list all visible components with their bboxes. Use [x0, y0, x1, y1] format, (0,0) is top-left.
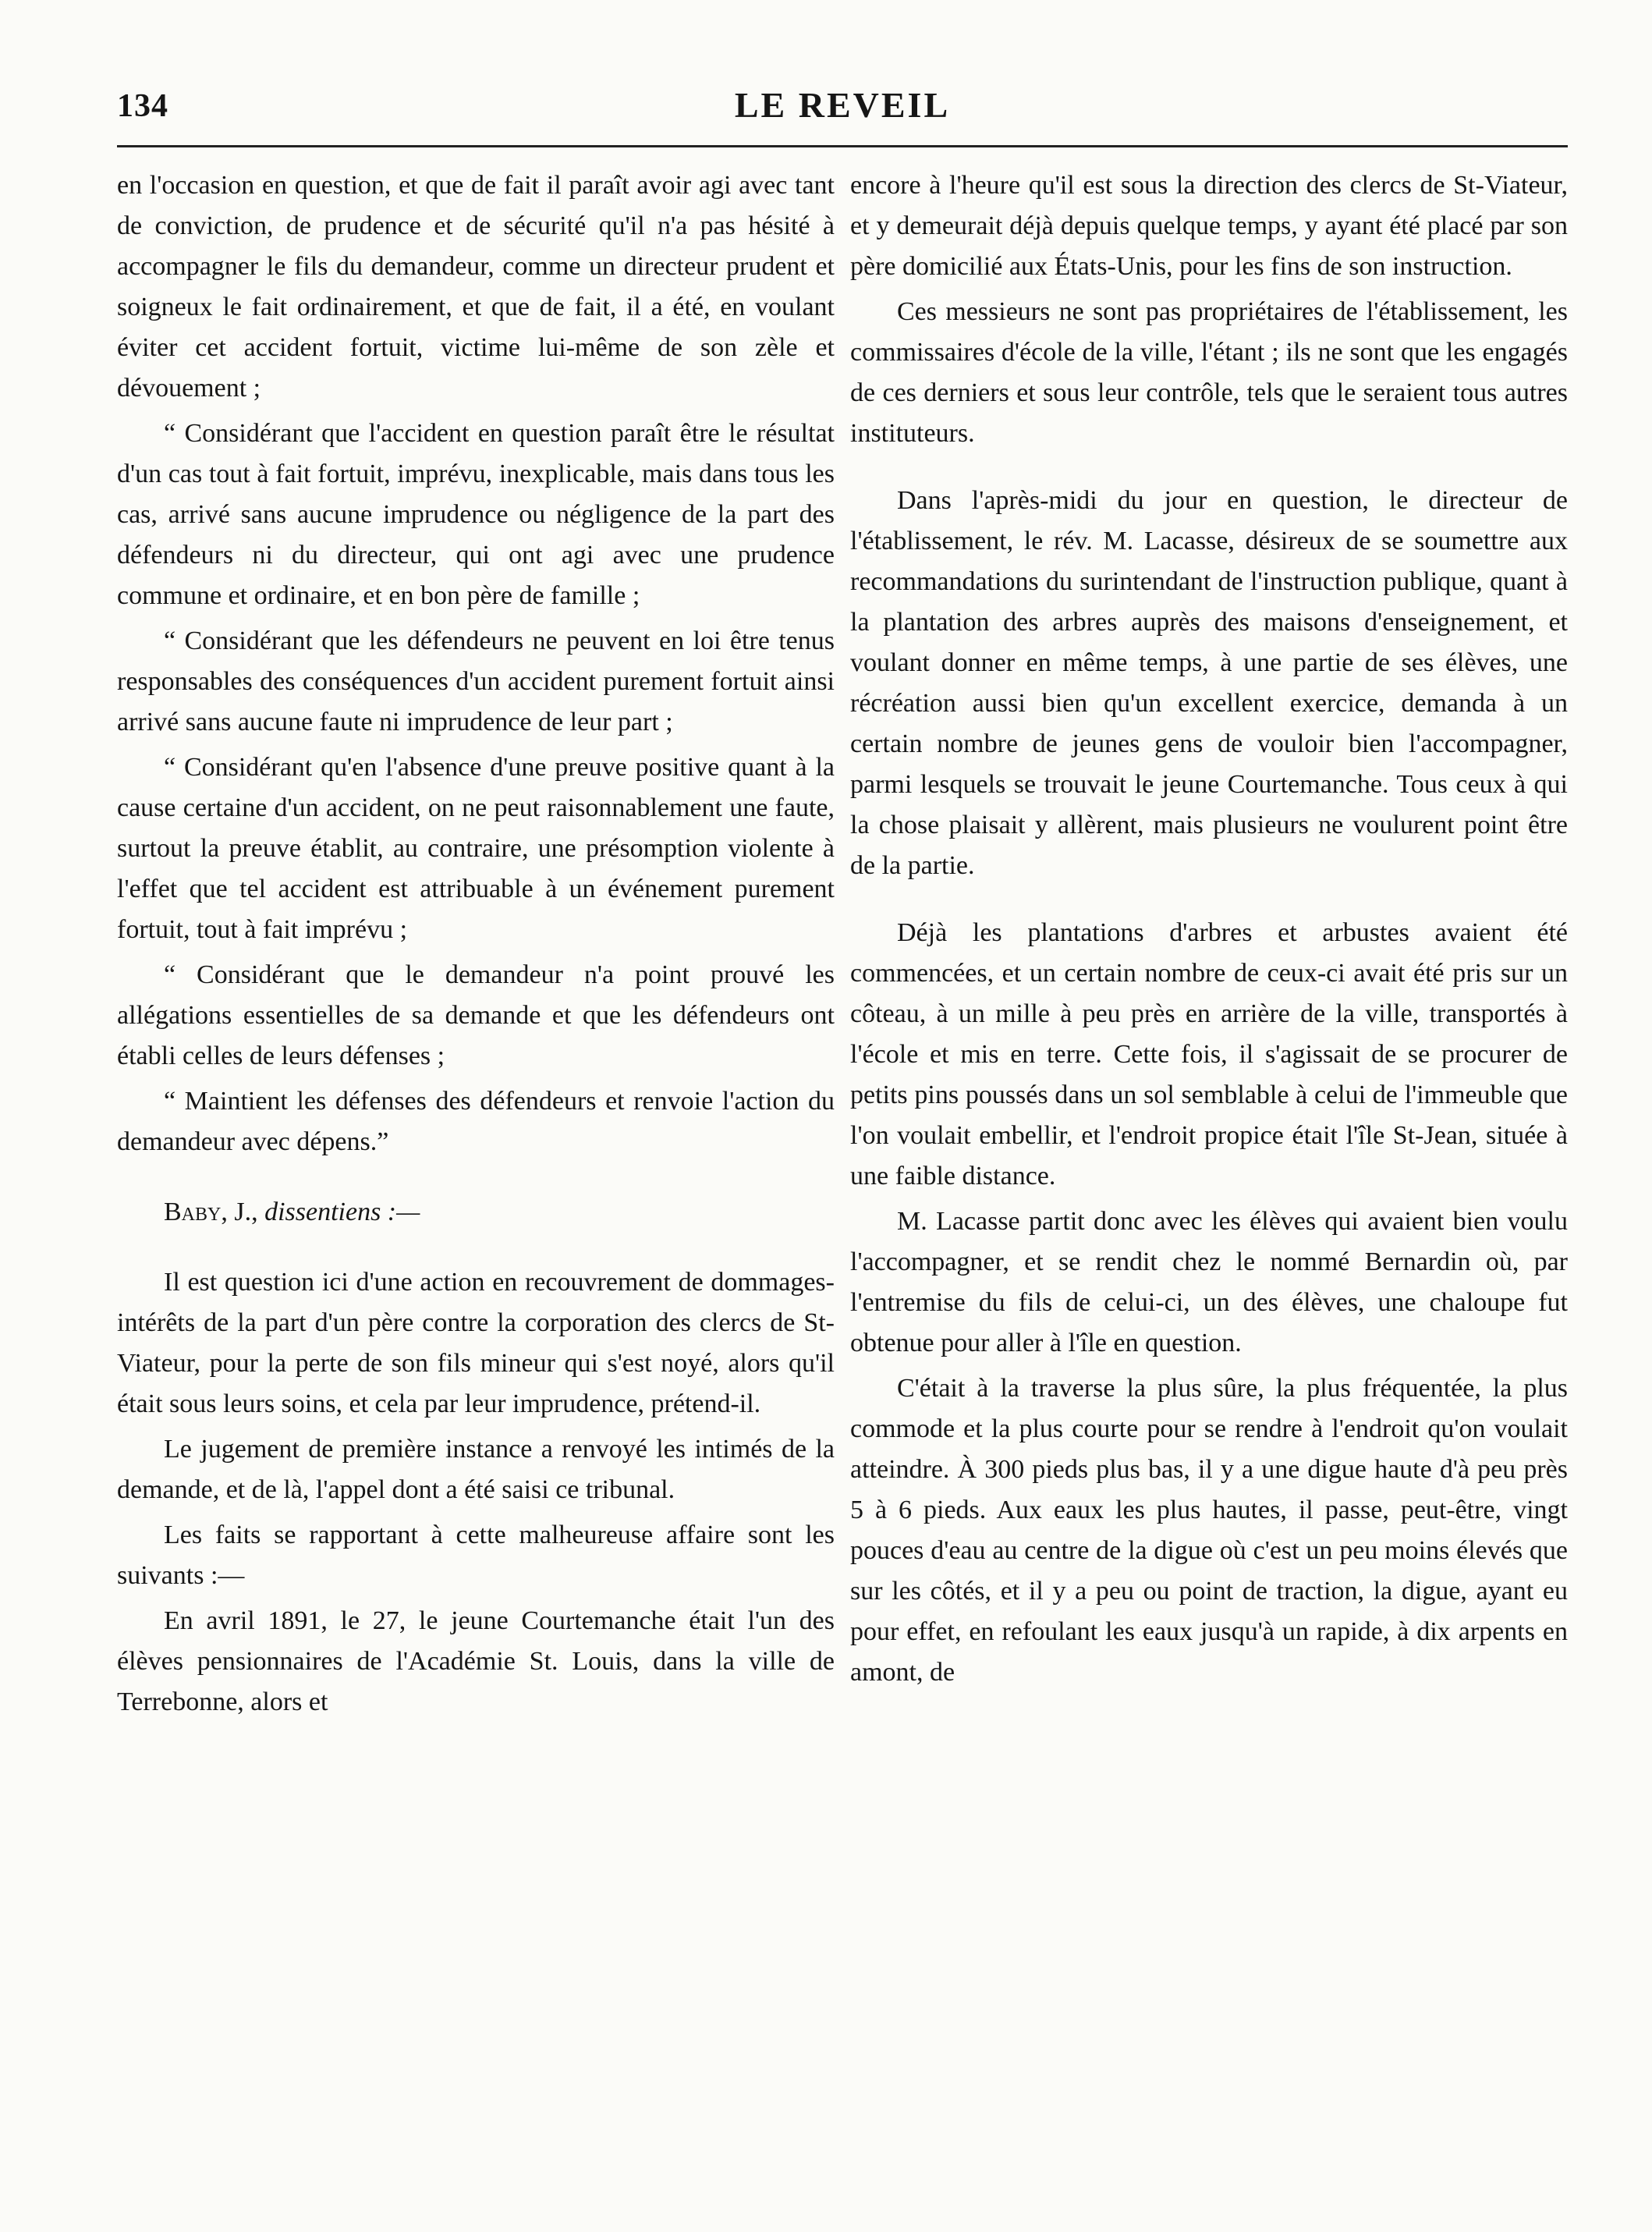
- paragraph: “ Maintient les défenses des défendeurs et renvoie l'action du demandeur avec dépens.”: [117, 1087, 835, 1156]
- paragraph: Dans l'après-midi du jour en question, le directeur de l'établissement, le rév. M. Lacasse, désireux de se soumettre aux recommandations du surintendant de l'instruction publique, quant à la plantation des arbres auprès des maisons d'enseignement, et voulant donner en même temps, à une partie de ses élèves, une récréation aussi bien qu'un excellent exercice, demanda à un certain nombre de jeunes gens de vouloir bien l'accompagner, parmi lesquels se trouvait le jeune Courtemanche. Tous ceux à qui la chose plaisait y allèrent, mais plusieurs ne voulurent point être de la partie.: [850, 486, 1568, 880]
- paragraph: Les faits se rapportant à cette malheureuse affaire sont les suivants :—: [117, 1521, 835, 1590]
- paragraph: “ Considérant que l'accident en question paraît être le résultat d'un cas tout à fait fortuit, imprévu, inexplicable, mais dans tous les cas, arrivé sans aucune imprudence ou négligence de la part des défendeurs ni du directeur, qui ont agi avec une prudence commune et ordinaire, et en bon père de famille ;: [117, 419, 835, 610]
- judge-name: Baby: [164, 1198, 222, 1226]
- judge-suffix: , J.,: [221, 1198, 265, 1226]
- judge-opinion-heading: [117, 1192, 835, 1233]
- paragraph: “ Considérant que les défendeurs ne peuvent en loi être tenus responsables des conséquences d'un accident purement fortuit ainsi arrivé sans aucune faute ni imprudence de leur part ;: [117, 626, 835, 736]
- paragraph: Ces messieurs ne sont pas propriétaires de l'établissement, les commissaires d'école de la ville, l'étant ; ils ne sont que les engagés de ces derniers et sous leur contrôle, tels que le seraient tous autres instituteurs.: [850, 297, 1568, 448]
- paragraph: Il est question ici d'une action en recouvrement de dommages-intérêts de la part d'un père contre la corporation des clercs de St-Viateur, pour la perte de son fils mineur qui s'est noyé, alors qu'il était sous leurs soins, et cela par leur imprudence, prétend-il.: [117, 1268, 835, 1418]
- paragraph: En avril 1891, le 27, le jeune Courtemanche était l'un des élèves pensionnaires de l'Académie St. Louis, dans la ville de Terrebonne, alors et: [117, 1606, 835, 1716]
- paragraph: encore à l'heure qu'il est sous la direction des clercs de St-Viateur, et y demeurait déjà depuis quelque temps, y ayant été placé par son père domicilié aux États-Unis, pour les fins de son instruction.: [850, 171, 1568, 281]
- running-title: LE REVEIL: [734, 85, 951, 125]
- paragraph: “ Considérant que le demandeur n'a point prouvé les allégations essentielles de sa demande et que les défendeurs ont établi celles de leurs défenses ;: [117, 960, 835, 1070]
- paragraph: M. Lacasse partit donc avec les élèves qui avaient bien voulu l'accompagner, et se rendit chez le nommé Bernardin où, par l'entremise du fils de celui-ci, un des élèves, une chaloupe fut obtenue pour aller à l'île en question.: [850, 1207, 1568, 1357]
- paragraph: C'était à la traverse la plus sûre, la plus fréquentée, la plus commode et la plus courte pour se rendre à l'endroit qu'on voulait atteindre. À 300 pieds plus bas, il y a une digue haute d'à peu près 5 à 6 pieds. Aux eaux les plus hautes, il passe, peut-être, vingt pouces d'eau au centre de la digue où c'est un peu moins élevés que sur les côtés, et il y a peu ou point de traction, la digue, ayant eu pour effet, en refoulant les eaux jusqu'à un rapide, à dix arpents en amont, de: [850, 1374, 1568, 1687]
- paragraph: en l'occasion en question, et que de fait il paraît avoir agi avec tant de conviction, de prudence et de sécurité qu'il n'a pas hésité à accompagner le fils du demandeur, comme un directeur prudent et soigneux le fait ordinairement, et que de fait, il a été, en voulant éviter cet accident fortuit, victime lui-même de son zèle et dévouement ;: [117, 171, 835, 403]
- header-rule: [117, 145, 1568, 147]
- left-column: [117, 165, 835, 1727]
- judge-opinion: dissentiens :—: [264, 1198, 420, 1226]
- paragraph: Le jugement de première instance a renvoyé les intimés de la demande, et de là, l'appel dont a été saisi ce tribunal.: [117, 1435, 835, 1504]
- paragraph: Déjà les plantations d'arbres et arbustes avaient été commencées, et un certain nombre de ceux-ci avait été pris sur un côteau, à un mille à peu près en arrière de la ville, transportés à l'école et mis en terre. Cette fois, il s'agissait de se procurer de petits pins poussés dans un sol semblable à celui de l'immeuble que l'on voulait embellir, et l'endroit propice était l'île St-Jean, située à une faible distance.: [850, 918, 1568, 1191]
- right-column: [850, 165, 1568, 1698]
- page-header: [117, 81, 1568, 136]
- paragraph: “ Considérant qu'en l'absence d'une preuve positive quant à la cause certaine d'un accident, on ne peut raisonnablement une faute, surtout la preuve établit, au contraire, une présomption violente à l'effet que tel accident est attribuable à un événement purement fortuit, tout à fait imprévu ;: [117, 753, 835, 944]
- page-number: 134: [117, 88, 168, 124]
